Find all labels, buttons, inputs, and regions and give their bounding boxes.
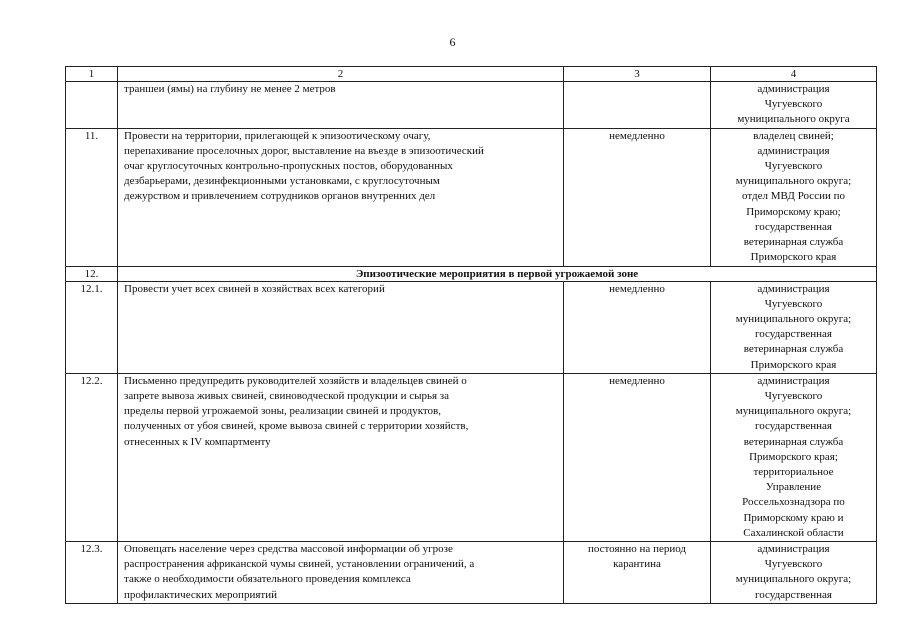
responsible xyxy=(711,82,877,129)
page-number: 6 xyxy=(449,35,456,49)
responsible-line: Чугуевского xyxy=(764,390,823,403)
responsible-line: Чугуевского xyxy=(764,98,823,111)
responsible-line: государственная xyxy=(755,328,832,341)
responsible-line: Приморского края xyxy=(750,251,837,264)
responsible-line: Приморского края; xyxy=(749,450,838,463)
measure-text xyxy=(118,82,564,129)
section-row xyxy=(66,266,877,281)
responsible-line: территориальное xyxy=(753,466,834,479)
row-number: 12.2. xyxy=(66,373,118,541)
measure-line: Провести на территории, прилегающей к эпизоотическому очагу, xyxy=(124,129,431,142)
responsible-line: государственная xyxy=(755,220,832,233)
responsible-line: отдел МВД России по xyxy=(742,190,845,203)
measure-line: отнесенных к IV компартменту xyxy=(124,435,271,448)
measure-line: дежурством и привлечением сотрудников органов внутренних дел xyxy=(124,190,436,203)
measure-line: Провести учет всех свиней в хозяйствах всех категорий xyxy=(124,282,385,295)
measure-line: также о необходимости обязательного проведения комплекса xyxy=(124,573,411,586)
measure-line: Письменно предупредить руководителей хозяйств и владельцев свиней о xyxy=(124,374,467,387)
measure-line: траншеи (ямы) на глубину не менее 2 метров xyxy=(124,83,336,95)
table-row xyxy=(66,128,877,266)
section-title: Эпизоотические мероприятия в первой угрожаемой зоне xyxy=(118,266,877,281)
responsible xyxy=(711,373,877,541)
responsible-line: ветеринарная служба xyxy=(743,343,844,356)
responsible-line: Чугуевского xyxy=(764,160,823,173)
measure-line: запрете вывоза живых свиней, свиноводческой продукции и сырья за xyxy=(124,390,450,403)
responsible-line: Чугуевского xyxy=(764,558,823,571)
responsible-line: Чугуевского xyxy=(764,297,823,310)
deadline xyxy=(564,82,711,129)
measure-line: перепахивание проселочных дорог, выставление на въезде в эпизоотический xyxy=(124,144,484,157)
table-row xyxy=(66,281,877,373)
column-header-1: 1 xyxy=(66,67,118,82)
table-row xyxy=(66,542,877,604)
measure-line: Оповещать население через средства массовой информации об угрозе xyxy=(124,543,453,556)
measure-line: очаг круглосуточных контрольно-пропускных постов, оборудованных xyxy=(124,160,453,173)
responsible-line: государственная xyxy=(755,588,832,601)
responsible xyxy=(711,542,877,604)
measure-text xyxy=(118,128,564,266)
responsible-line: муниципального округа; xyxy=(735,175,852,188)
column-number-row xyxy=(66,67,877,82)
responsible-line: Россельхознадзора по xyxy=(742,496,845,509)
responsible-line: муниципального округа; xyxy=(735,405,852,418)
table-row xyxy=(66,373,877,541)
row-number: 12.3. xyxy=(66,542,118,604)
deadline: немедленно xyxy=(564,281,711,373)
responsible-line: Приморского края xyxy=(750,358,837,371)
row-number: 12. xyxy=(66,266,118,281)
column-header-2: 2 xyxy=(118,67,564,82)
measure-text xyxy=(118,281,564,373)
responsible-line: государственная xyxy=(755,420,832,433)
deadline: немедленно xyxy=(564,128,711,266)
measure-line: дезбарьерами, дезинфекционными установками, с круглосуточным xyxy=(124,175,440,188)
row-number: 12.1. xyxy=(66,281,118,373)
responsible-line: Сахалинской области xyxy=(743,526,844,539)
responsible-line: Приморскому краю и xyxy=(743,511,844,524)
column-header-3: 3 xyxy=(564,67,711,82)
measure-text xyxy=(118,373,564,541)
measure-line: полученных от убоя свиней, кроме вывоза свиней с территории хозяйств, xyxy=(124,420,469,433)
measure-line: распространения африканской чумы свиней, установлении ограничений, а xyxy=(124,558,475,571)
measures-table xyxy=(65,66,877,604)
responsible-line: администрация xyxy=(757,83,830,95)
responsible-line: Управление xyxy=(765,481,822,494)
responsible xyxy=(711,128,877,266)
responsible-line: ветеринарная служба xyxy=(743,435,844,448)
responsible-line: администрация xyxy=(757,543,830,556)
row-number: 11. xyxy=(66,128,118,266)
responsible-line: администрация xyxy=(757,282,830,295)
deadline: немедленно xyxy=(564,373,711,541)
deadline: постоянно на период карантина xyxy=(564,542,711,604)
responsible-line: администрация xyxy=(757,374,830,387)
responsible xyxy=(711,281,877,373)
measure-line: профилактических мероприятий xyxy=(124,588,277,601)
responsible-line: муниципального округа xyxy=(737,113,850,126)
measure-text xyxy=(118,542,564,604)
measure-line: пределы первой угрожаемой зоны, реализации свиней и продуктов, xyxy=(124,405,442,418)
responsible-line: Приморскому краю; xyxy=(746,205,841,218)
responsible-line: муниципального округа; xyxy=(735,313,852,326)
row-number xyxy=(66,82,118,129)
responsible-line: владелец свиней; xyxy=(753,129,834,142)
responsible-line: администрация xyxy=(757,144,830,157)
responsible-line: ветеринарная служба xyxy=(743,236,844,249)
responsible-line: муниципального округа; xyxy=(735,573,852,586)
column-header-4: 4 xyxy=(711,67,877,82)
table-row xyxy=(66,82,877,129)
